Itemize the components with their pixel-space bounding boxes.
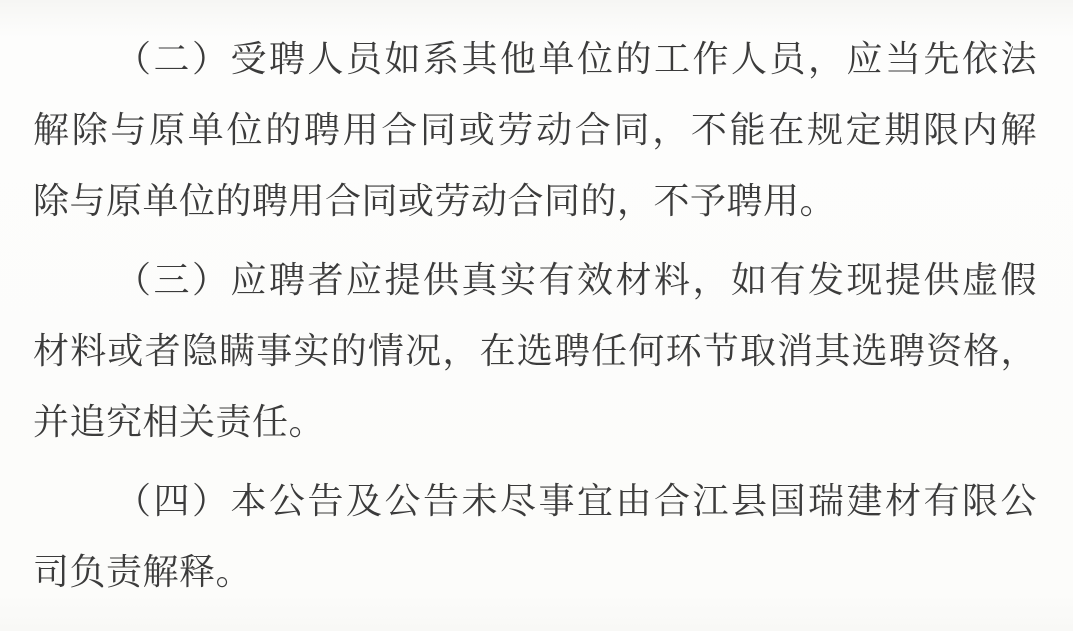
text-line: 解除与原单位的聘用合同或劳动合同，不能在规定期限内解 [33, 110, 1037, 150]
text-line: 司负责解释。 [33, 552, 253, 592]
text-line: （二）受聘人员如系其他单位的工作人员，应当先依法 [115, 39, 1037, 79]
text-line: 除与原单位的聘用合同或劳动合同的，不予聘用。 [33, 181, 837, 221]
text-line: （四）本公告及公告未尽事宜由合江县国瑞建材有限公 [115, 481, 1037, 521]
text-line: （三）应聘者应提供真实有效材料，如有发现提供虚假 [115, 260, 1037, 300]
paragraph [33, 24, 1037, 237]
document-body [33, 24, 1037, 608]
text-line: 材料或者隐瞒事实的情况，在选聘任何环节取消其选聘资格， [33, 331, 1037, 371]
paragraph [33, 466, 1037, 608]
paragraph [33, 245, 1037, 458]
text-line: 并追究相关责任。 [33, 402, 326, 442]
